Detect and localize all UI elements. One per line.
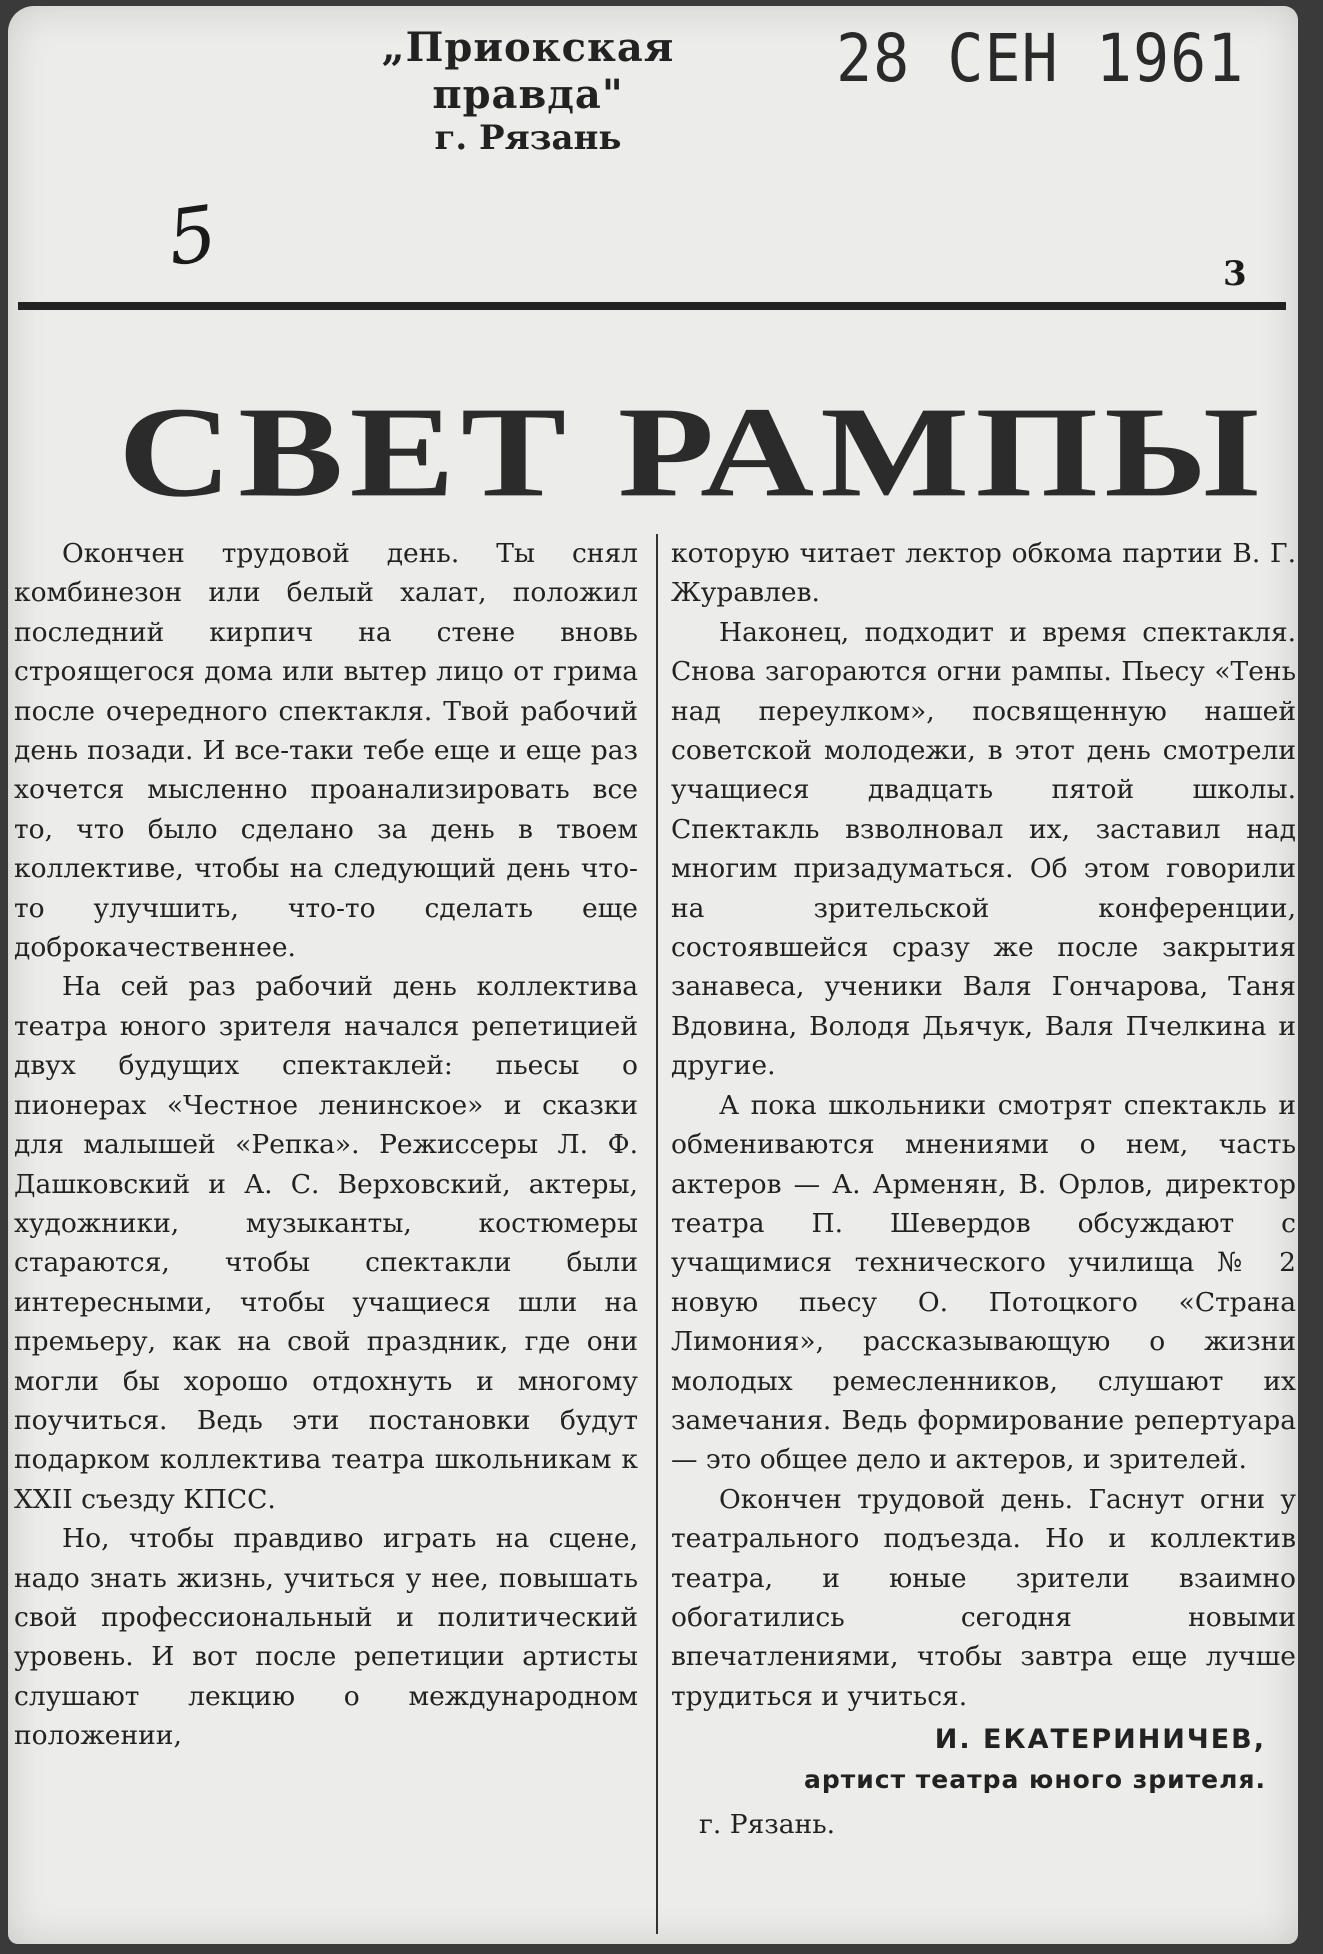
column-divider bbox=[656, 534, 658, 1934]
newspaper-city: г. Рязань bbox=[434, 118, 622, 158]
paragraph: Но, чтобы правдиво играть на сцене, надо знать жизнь, учиться у нее, повышать свой профессиональный и политический уровень. И вот после репетиции артисты слушают лекцию о международном положении, bbox=[14, 1523, 638, 1752]
paragraph: А пока школьники смотрят спектакль и обмениваются мнениями о нем, часть актеров — А. Арменян, В. Орлов, директор театра П. Шевердов обсуждают с учащимися технического училища № 2 новую пьесу О. Потоцкого «Страна Лимония», рассказывающую о жизни молодых ремесленников, слушают их замечания. Ведь формирование репертуара — это общее дело и актеров, и зрителей. bbox=[671, 1089, 1296, 1476]
rule-mark: 3 bbox=[1223, 254, 1247, 294]
author-name: И. ЕКАТЕРИНИЧЕВ, bbox=[934, 1724, 1266, 1756]
article-title: СВЕТ РАМПЫ bbox=[118, 380, 1266, 525]
article-column-left bbox=[14, 534, 638, 1756]
paragraph: Наконец, подходит и время спектакля. Снова загораются огни рампы. Пьесу «Тень над переулком», посвященную нашей советской молодежи, в этот день смотрели учащиеся двадцать пятой школы. Спектакль взволновал их, заставил над многим призадуматься. Об этом говорили на зрительской конференции, состоявшейся сразу же после закрытия занавеса, ученики Валя Гончарова, Таня Вдовина, Володя Дьячук, Валя Пчелкина и другие. bbox=[671, 616, 1296, 1082]
article-column-right bbox=[671, 534, 1296, 1844]
handwritten-page-number: 5 bbox=[162, 188, 223, 283]
paragraph: Окончен трудовой день. Ты снял комбинезон или белый халат, положил последний кирпич на стене вновь строящегося дома или вытер лицо от грима после очередного спектакля. Твой рабочий день позади. И все-таки тебе еще и еще раз хочется мысленно проанализировать все то, что было сделано за день в твоем коллективе, чтобы на следующий день что-то улучшить, что-то сделать еще доброкачественнее. bbox=[14, 538, 638, 964]
header-rule bbox=[18, 302, 1286, 310]
paragraph: На сей раз рабочий день коллектива театра юного зрителя начался репетицией двух будущих спектаклей: пьесы о пионерах «Честное ленинское» и сказки для малышей «Репка». Режиссеры Л. Ф. Дашковский и А. С. Верховский, актеры, художники, музыканты, костюмеры стараются, чтобы спектакли были интересными, чтобы учащиеся шли на премьеру, как на свой праздник, где они могли бы хорошо отдохнуть и многому поучиться. Ведь эти постановки будут подарком коллектива театра школьникам к XXII съезду КПСС. bbox=[14, 971, 638, 1515]
newspaper-name-stamp bbox=[308, 24, 748, 158]
author-role: артист театра юного зрителя. bbox=[804, 1764, 1266, 1794]
author-city: г. Рязань. bbox=[699, 1809, 836, 1840]
paragraph: которую читает лектор обкома партии В. Г. Журавлев. bbox=[671, 538, 1296, 609]
paragraph: Окончен трудовой день. Гаснут огни у театрального подъезда. Но и коллектив театра, и юные зрители взаимно обогатились сегодня новыми впечатлениями, чтобы завтра еще лучше трудиться и учиться. bbox=[671, 1483, 1296, 1712]
newspaper-clipping bbox=[8, 6, 1298, 1944]
date-stamp: 28 СЕН 1961 bbox=[836, 20, 1245, 98]
newspaper-name: „Приокская правда" bbox=[381, 24, 675, 118]
